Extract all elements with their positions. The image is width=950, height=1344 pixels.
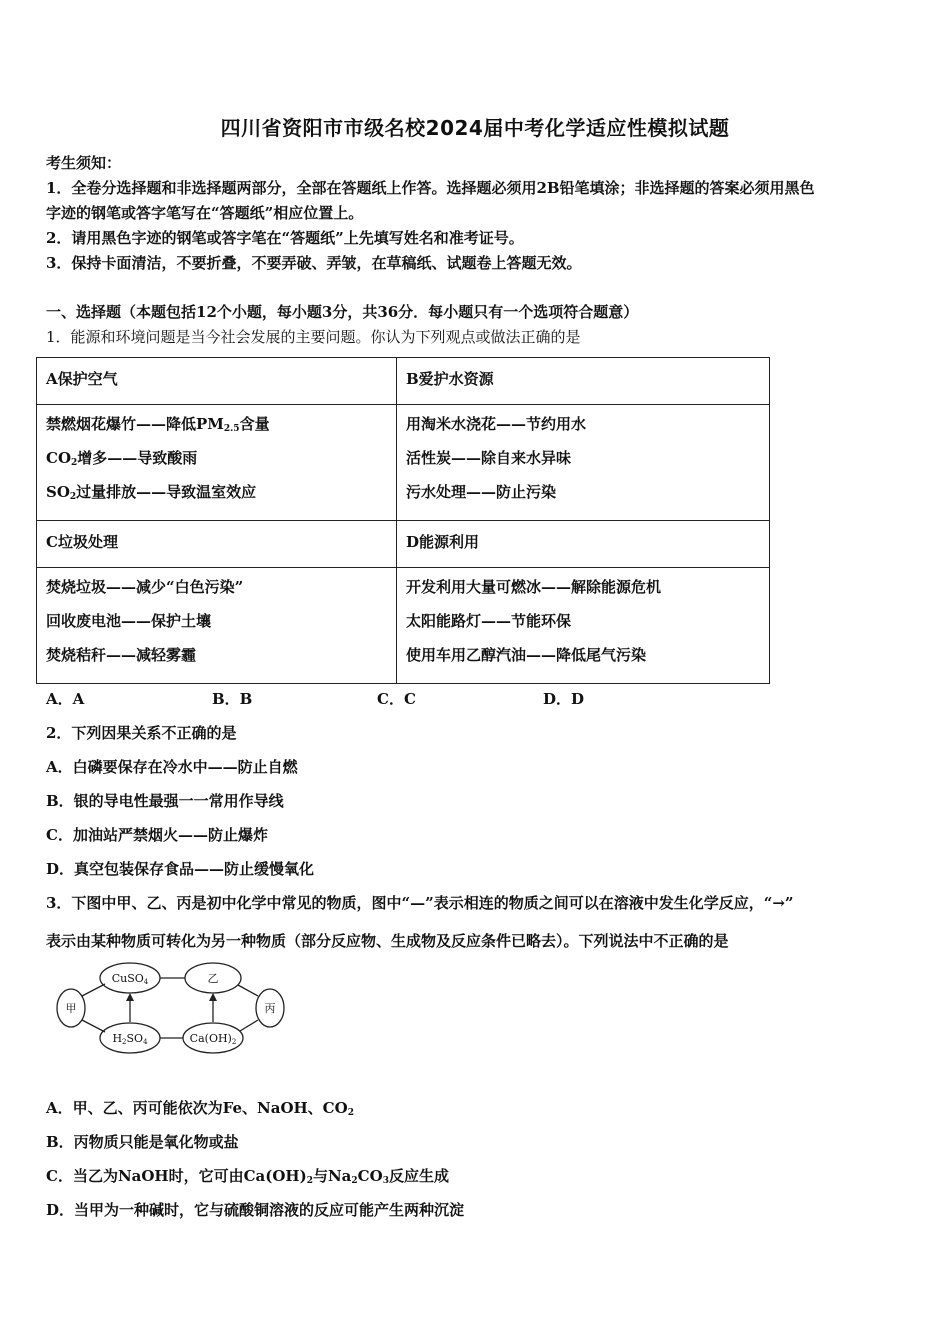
option-b-heading: B爱护水资源 [397,358,770,405]
question-3-choice-d[interactable]: D．当甲为一种碱时，它与硫酸铜溶液的反应可能产生两种沉淀 [46,1201,465,1219]
question-1-choice-d[interactable]: D．D [543,690,585,708]
option-c-item-3: 焚烧秸秆——减轻雾霾 [46,646,197,664]
link-jia-cuso4 [82,984,105,996]
question-1-table [36,357,770,684]
option-b-item-2: 活性炭——除自来水异味 [406,449,572,467]
notice-heading: 考生须知： [46,154,122,172]
option-c-heading: C垃圾处理 [37,521,397,568]
reaction-diagram [50,958,290,1058]
option-a-item-3: $SO_2$过量排放——导致温室效应 [46,483,257,502]
question-3-stem-line-2: 表示由某种物质可转化为另一种物质（部分反应物、生成物及反应条件已略去）。下列说法中不正确的是 [46,932,729,950]
question-2-choice-c[interactable]: C．加油站严禁烟火——防止爆炸 [46,826,268,844]
label-caoh2: Ca(OH)2 [189,1032,237,1046]
option-b-body [397,405,770,521]
notice-item-1-line-2: 字迹的钢笔或答字笔写在“答题纸”相应位置上。 [46,204,364,222]
page-title: 四川省资阳市市级名校2024届中考化学适应性模拟试题 [220,116,730,140]
notice-item-1-line-1: 1．全卷分选择题和非选择题两部分，全部在答题纸上作答。选择题必须用2B铅笔填涂；非选择题的答案必须用黑色 [46,179,815,197]
question-1-choice-c[interactable]: C．C [377,690,416,708]
question-1-choice-b[interactable]: B．B [212,690,253,708]
link-caoh2-bing [240,1020,258,1031]
label-yi: 乙 [207,972,219,985]
question-1-choice-a[interactable]: A．A [46,690,85,708]
question-2-choice-a[interactable]: A．白磷要保存在冷水中——防止自燃 [46,758,298,776]
option-d-item-1: 开发利用大量可燃冰——解除能源危机 [406,578,662,596]
question-2-stem: 2．下列因果关系不正确的是 [46,724,237,742]
label-cuso4: CuSO4 [111,972,149,986]
notice-item-2: 2．请用黑色字迹的钢笔或答字笔在“答题纸”上先填写姓名和准考证号。 [46,229,524,247]
option-c-body [37,568,397,684]
notice-item-3: 3．保持卡面清洁，不要折叠，不要弄破、弄皱，在草稿纸、试题卷上答题无效。 [46,254,582,272]
option-b-item-3: 污水处理——防止污染 [406,483,557,501]
question-3-stem-line-1: 3．下图中甲、乙、丙是初中化学中常见的物质，图中“—”表示相连的物质之间可以在溶液中发生化学反应，“→” [46,894,794,912]
question-2-choice-b[interactable]: B．银的导电性最强一一常用作导线 [46,792,284,810]
label-bing: 丙 [264,1002,276,1015]
section-heading: 一、选择题（本题包括12个小题，每小题3分，共36分．每小题只有一个选项符合题意） [46,303,639,321]
question-3-choice-b[interactable]: B．丙物质只能是氧化物或盐 [46,1133,239,1151]
label-h2so4: H2SO4 [112,1032,148,1046]
option-d-item-2: 太阳能路灯——节能环保 [406,612,572,630]
question-2-choice-d[interactable]: D．真空包装保存食品——防止缓慢氧化 [46,860,315,878]
option-a-item-1: 禁燃烟花爆竹——降低$PM_{2.5}$含量 [46,415,270,434]
option-b-item-1: 用淘米水浇花——节约用水 [406,415,587,433]
option-c-item-2: 回收废电池——保护土壤 [46,612,212,630]
link-jia-h2so4 [82,1020,105,1032]
option-d-body [397,568,770,684]
option-a-item-2: $CO_2$增多——导致酸雨 [46,449,198,468]
option-d-item-3: 使用车用乙醇汽油——降低尾气污染 [406,646,647,664]
question-3-choice-c[interactable]: C．当乙为NaOH时，它可由$Ca(OH)_2$与$Na_2CO_3$反应生成 [46,1167,449,1186]
option-a-body [37,405,397,521]
option-c-item-1: 焚烧垃圾——减少“白色污染” [46,578,244,596]
question-1-stem: 1．能源和环境问题是当今社会发展的主要问题。你认为下列观点或做法正确的是 [46,328,581,346]
option-d-heading: D能源利用 [397,521,770,568]
question-3-choice-a[interactable]: A．甲、乙、丙可能依次为Fe、NaOH、$CO_2$ [46,1099,354,1118]
label-jia: 甲 [65,1002,77,1015]
link-yi-bing [238,985,258,996]
option-a-heading: A保护空气 [37,358,397,405]
